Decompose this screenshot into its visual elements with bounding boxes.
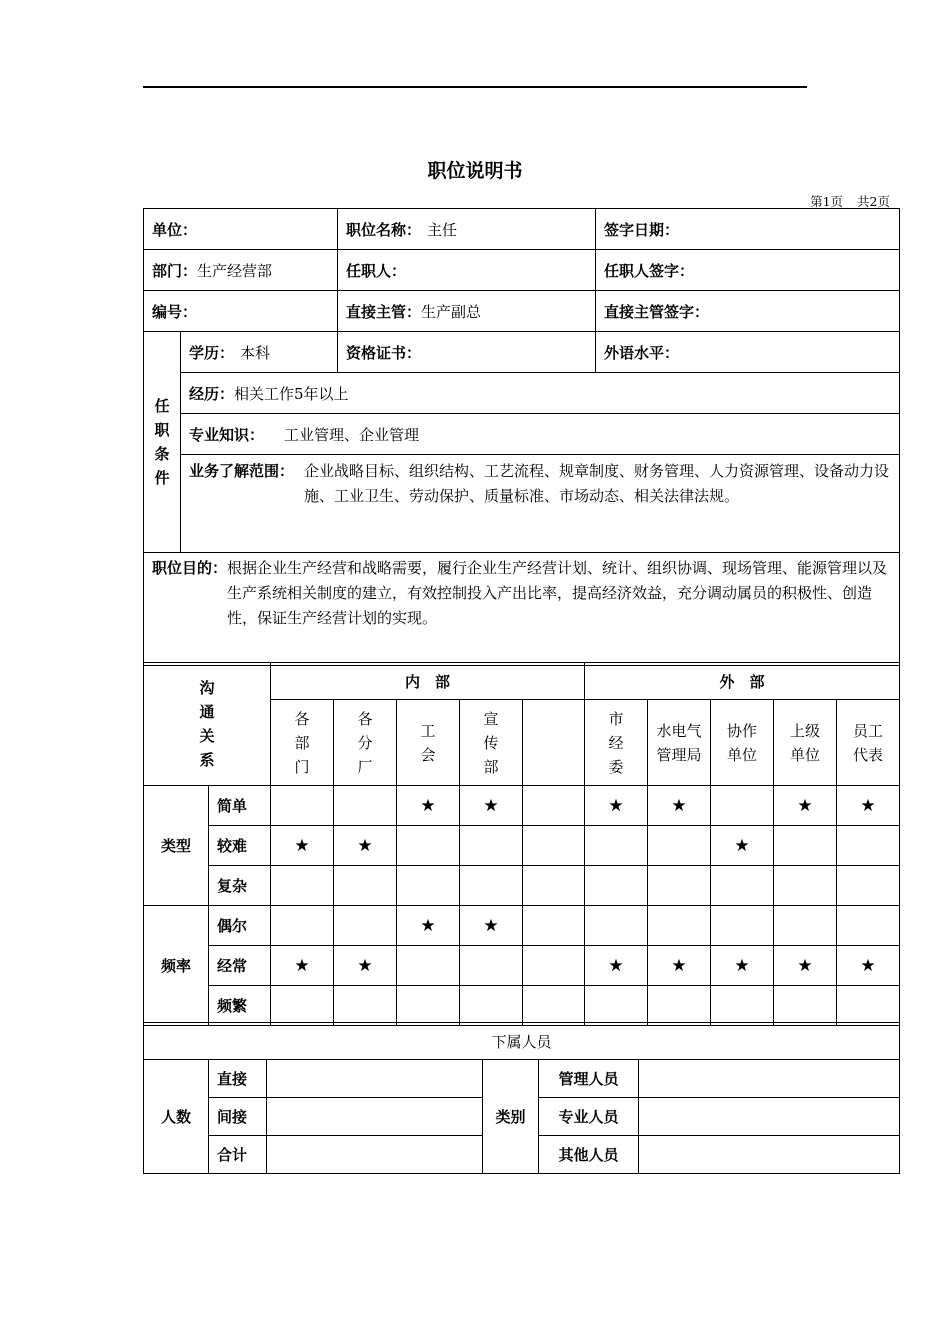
education-cell bbox=[181, 332, 338, 373]
certificate-label: 资格证书： bbox=[346, 343, 422, 362]
star-mark: ★ bbox=[711, 826, 774, 866]
comm-column-label: 市经委 bbox=[608, 709, 624, 776]
frequency-row bbox=[144, 906, 900, 946]
frequency-group-label: 频率 bbox=[144, 906, 209, 1026]
language-label: 外语水平： bbox=[604, 343, 680, 362]
comm-column-label: 水电气管理局 bbox=[656, 721, 702, 764]
direct-label: 直接 bbox=[209, 1060, 267, 1098]
purpose-label: 职位目的： bbox=[152, 559, 228, 577]
empty-cell bbox=[460, 826, 523, 866]
star-mark: ★ bbox=[774, 786, 837, 826]
knowledge-label: 专业知识： bbox=[189, 425, 265, 444]
empty-cell bbox=[648, 986, 711, 1026]
empty-cell bbox=[523, 786, 585, 826]
empty-cell bbox=[397, 986, 460, 1026]
position-label: 职位名称： bbox=[346, 220, 422, 239]
sign-date-label: 签字日期： bbox=[604, 220, 680, 239]
others-value bbox=[639, 1136, 900, 1174]
frequency-row-label: 偶尔 bbox=[209, 906, 271, 946]
empty-cell bbox=[774, 906, 837, 946]
comm-column-label: 工会 bbox=[420, 721, 436, 764]
star-mark: ★ bbox=[271, 826, 334, 866]
position-value: 主任 bbox=[427, 220, 458, 239]
comm-column-header bbox=[460, 700, 523, 786]
sign-date-cell bbox=[596, 209, 900, 250]
empty-cell bbox=[334, 986, 397, 1026]
empty-cell bbox=[837, 866, 900, 906]
subordinates-table bbox=[143, 1022, 900, 1174]
position-cell bbox=[338, 209, 596, 250]
supervisor-sign-label: 直接主管签字： bbox=[604, 302, 710, 321]
star-mark: ★ bbox=[334, 946, 397, 986]
type-row bbox=[144, 826, 900, 866]
supervisor-cell bbox=[338, 291, 596, 332]
holder-cell bbox=[338, 250, 596, 291]
holder-sign-label: 任职人签字： bbox=[604, 261, 695, 280]
empty-cell bbox=[460, 946, 523, 986]
total-label: 合计 bbox=[209, 1136, 267, 1174]
info-table bbox=[143, 208, 900, 666]
experience-label: 经历： bbox=[189, 384, 235, 403]
empty-cell bbox=[774, 866, 837, 906]
empty-cell bbox=[523, 946, 585, 986]
empty-cell bbox=[837, 986, 900, 1026]
managers-value bbox=[639, 1060, 900, 1098]
empty-cell bbox=[774, 826, 837, 866]
empty-cell bbox=[648, 866, 711, 906]
type-row bbox=[144, 866, 900, 906]
communication-section-label bbox=[144, 663, 271, 786]
empty-cell bbox=[585, 826, 648, 866]
empty-cell bbox=[271, 866, 334, 906]
supervisor-label: 直接主管： bbox=[346, 302, 422, 321]
total-value bbox=[267, 1136, 483, 1174]
star-mark: ★ bbox=[271, 946, 334, 986]
empty-cell bbox=[397, 946, 460, 986]
indirect-label: 间接 bbox=[209, 1098, 267, 1136]
empty-cell bbox=[774, 986, 837, 1026]
comm-column-header bbox=[585, 700, 648, 786]
comm-column-label: 员工代表 bbox=[853, 721, 884, 764]
professionals-value bbox=[639, 1098, 900, 1136]
frequency-row-label: 经常 bbox=[209, 946, 271, 986]
professionals-label: 专业人员 bbox=[539, 1098, 639, 1136]
empty-cell bbox=[334, 866, 397, 906]
direct-value bbox=[267, 1060, 483, 1098]
document-title: 职位说明书 bbox=[427, 160, 523, 182]
unit-label: 单位： bbox=[152, 220, 198, 239]
comm-column-label: 宣传部 bbox=[483, 709, 499, 776]
indirect-value bbox=[267, 1098, 483, 1136]
empty-cell bbox=[711, 866, 774, 906]
comm-column-header bbox=[837, 700, 900, 786]
scope-value: 企业战略目标、组织结构、工艺流程、规章制度、财务管理、人力资源管理、设备动力设施、工业卫生、劳动保护、质量标准、市场动态、相关法律法规。 bbox=[304, 462, 890, 505]
star-mark: ★ bbox=[397, 786, 460, 826]
empty-cell bbox=[585, 866, 648, 906]
star-mark: ★ bbox=[397, 906, 460, 946]
star-mark: ★ bbox=[774, 946, 837, 986]
external-header: 外 部 bbox=[585, 663, 900, 700]
knowledge-value: 工业管理、企业管理 bbox=[284, 425, 420, 444]
page-current: 第1页 bbox=[810, 194, 844, 209]
communication-table bbox=[143, 662, 900, 1026]
empty-cell bbox=[837, 906, 900, 946]
certificate-cell bbox=[338, 332, 596, 373]
knowledge-cell bbox=[181, 414, 900, 455]
comm-column-header bbox=[648, 700, 711, 786]
comm-column-label: 各分厂 bbox=[357, 709, 373, 776]
communication-section-text: 沟通关系 bbox=[199, 679, 215, 769]
empty-cell bbox=[585, 906, 648, 946]
frequency-row bbox=[144, 986, 900, 1026]
holder-label: 任职人： bbox=[346, 261, 407, 280]
qualifications-section-label bbox=[144, 332, 181, 553]
scope-label: 业务了解范围： bbox=[189, 462, 295, 480]
unit-cell bbox=[144, 209, 338, 250]
type-row-label: 较难 bbox=[209, 826, 271, 866]
education-value: 本科 bbox=[240, 343, 271, 362]
empty-cell bbox=[460, 986, 523, 1026]
star-mark: ★ bbox=[837, 946, 900, 986]
purpose-value: 根据企业生产经营和战略需要，履行企业生产经营计划、统计、组织协调、现场管理、能源管理以及生产系统相关制度的建立，有效控制投入产出比率，提高经济效益，充分调动属员的积极性、创造性，保证生产经营计划的实现。 bbox=[227, 559, 888, 627]
empty-cell bbox=[271, 986, 334, 1026]
empty-cell bbox=[271, 786, 334, 826]
star-mark: ★ bbox=[585, 786, 648, 826]
empty-cell bbox=[460, 866, 523, 906]
star-mark: ★ bbox=[460, 786, 523, 826]
comm-column-header bbox=[523, 700, 585, 786]
count-label: 人数 bbox=[144, 1060, 209, 1174]
type-row-label: 简单 bbox=[209, 786, 271, 826]
comm-column-header bbox=[334, 700, 397, 786]
comm-column-label: 协作单位 bbox=[727, 721, 758, 764]
frequency-rows bbox=[144, 906, 900, 1026]
empty-cell bbox=[523, 986, 585, 1026]
empty-cell bbox=[523, 906, 585, 946]
supervisor-value: 生产副总 bbox=[421, 302, 482, 321]
page-total: 共2页 bbox=[857, 194, 890, 209]
comm-column-header bbox=[711, 700, 774, 786]
star-mark: ★ bbox=[711, 946, 774, 986]
frequency-row-label: 频繁 bbox=[209, 986, 271, 1026]
empty-cell bbox=[523, 866, 585, 906]
holder-sign-cell bbox=[596, 250, 900, 291]
header-rule bbox=[143, 86, 807, 88]
managers-label: 管理人员 bbox=[539, 1060, 639, 1098]
supervisor-sign-cell bbox=[596, 291, 900, 332]
type-row-label: 复杂 bbox=[209, 866, 271, 906]
empty-cell bbox=[585, 986, 648, 1026]
comm-column-header bbox=[397, 700, 460, 786]
experience-value: 相关工作5年以上 bbox=[234, 384, 349, 403]
language-cell bbox=[596, 332, 900, 373]
others-label: 其他人员 bbox=[539, 1136, 639, 1174]
empty-cell bbox=[271, 906, 334, 946]
type-rows bbox=[144, 786, 900, 906]
scope-cell bbox=[181, 455, 900, 553]
empty-cell bbox=[397, 866, 460, 906]
type-group-label: 类型 bbox=[144, 786, 209, 906]
comm-column-label: 上级单位 bbox=[790, 721, 821, 764]
category-label: 类别 bbox=[483, 1060, 539, 1174]
qualifications-section-text: 任职条件 bbox=[154, 397, 170, 487]
code-label: 编号： bbox=[152, 302, 198, 321]
star-mark: ★ bbox=[837, 786, 900, 826]
empty-cell bbox=[397, 826, 460, 866]
empty-cell bbox=[711, 786, 774, 826]
comm-column-label: 各部门 bbox=[294, 709, 310, 776]
empty-cell bbox=[837, 826, 900, 866]
experience-cell bbox=[181, 373, 900, 414]
star-mark: ★ bbox=[334, 826, 397, 866]
empty-cell bbox=[648, 826, 711, 866]
type-row bbox=[144, 786, 900, 826]
education-label: 学历： bbox=[189, 343, 235, 362]
internal-header: 内 部 bbox=[271, 663, 585, 700]
empty-cell bbox=[334, 906, 397, 946]
code-cell bbox=[144, 291, 338, 332]
dept-cell bbox=[144, 250, 338, 291]
star-mark: ★ bbox=[460, 906, 523, 946]
star-mark: ★ bbox=[648, 946, 711, 986]
empty-cell bbox=[711, 986, 774, 1026]
empty-cell bbox=[648, 906, 711, 946]
empty-cell bbox=[334, 786, 397, 826]
dept-label: 部门： bbox=[152, 261, 198, 280]
empty-cell bbox=[711, 906, 774, 946]
comm-column-header bbox=[271, 700, 334, 786]
comm-column-header bbox=[774, 700, 837, 786]
dept-value: 生产经营部 bbox=[197, 261, 273, 280]
frequency-row bbox=[144, 946, 900, 986]
subordinates-title: 下属人员 bbox=[144, 1023, 900, 1060]
star-mark: ★ bbox=[585, 946, 648, 986]
empty-cell bbox=[523, 826, 585, 866]
purpose-cell bbox=[144, 553, 900, 666]
star-mark: ★ bbox=[648, 786, 711, 826]
